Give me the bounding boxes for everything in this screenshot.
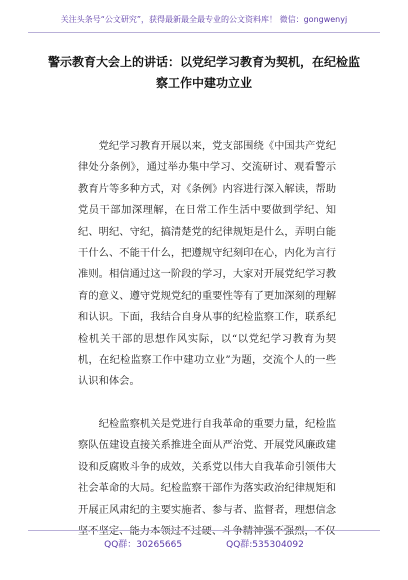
footer-divider: [28, 530, 380, 531]
document-title: 警示教育大会上的讲话：以党纪学习教育为契机，在纪检监察工作中建功立业: [48, 55, 361, 90]
footer: [0, 537, 408, 550]
header-banner: 关注头条号“公文研究”，获得最新最全最专业的公文资料库！ 微信：gongwenyj: [60, 15, 348, 24]
header-divider: [28, 32, 380, 33]
document-body: [78, 136, 336, 542]
paragraph: 党纪学习教育开展以来，党支部围绕《中国共产党纪律处分条例》，通过举办集中学习、交流研讨、观看警示教育片等多种方式，对《条例》内容进行深入解读，帮助党员干部加深理解，在日常工作生活中要做到学纪、知纪、明纪、守纪，搞清楚党的纪律规矩是什么，弄明白能干什么、不能干什么，把遵规守纪刻印在心，内化为言行准则。相信通过这一阶段的学习，大家对开展党纪学习教育的意义、遵守党规党纪的重要性等有了更加深刻的理解和认识。下面，我结合自身从事的纪检监察工作，联系纪检机关干部的思想作风实际，以“以党纪学习教育为契机，在纪检监察工作中建功立业”为题，交流个人的一些认识和体会。: [78, 140, 336, 388]
paragraph: 纪检监察机关是党进行自我革命的重要力量，纪检监察队伍建设直接关系推进全面从严治党、开展党风廉政建设和反腐败斗争的成效，关系党以伟大自我革命引领伟大社会革命的大局。纪检监察干部作为落实政治纪律规矩和开展正风肃纪的主要实施者、参与者、监督者，理想信念坚不坚定、能力本领过不过硬、斗争精神强不强烈，不仅: [78, 417, 336, 537]
qq-group-2: QQ群:535304092: [226, 540, 304, 550]
qq-group-1: QQ群：30265665: [104, 540, 183, 550]
